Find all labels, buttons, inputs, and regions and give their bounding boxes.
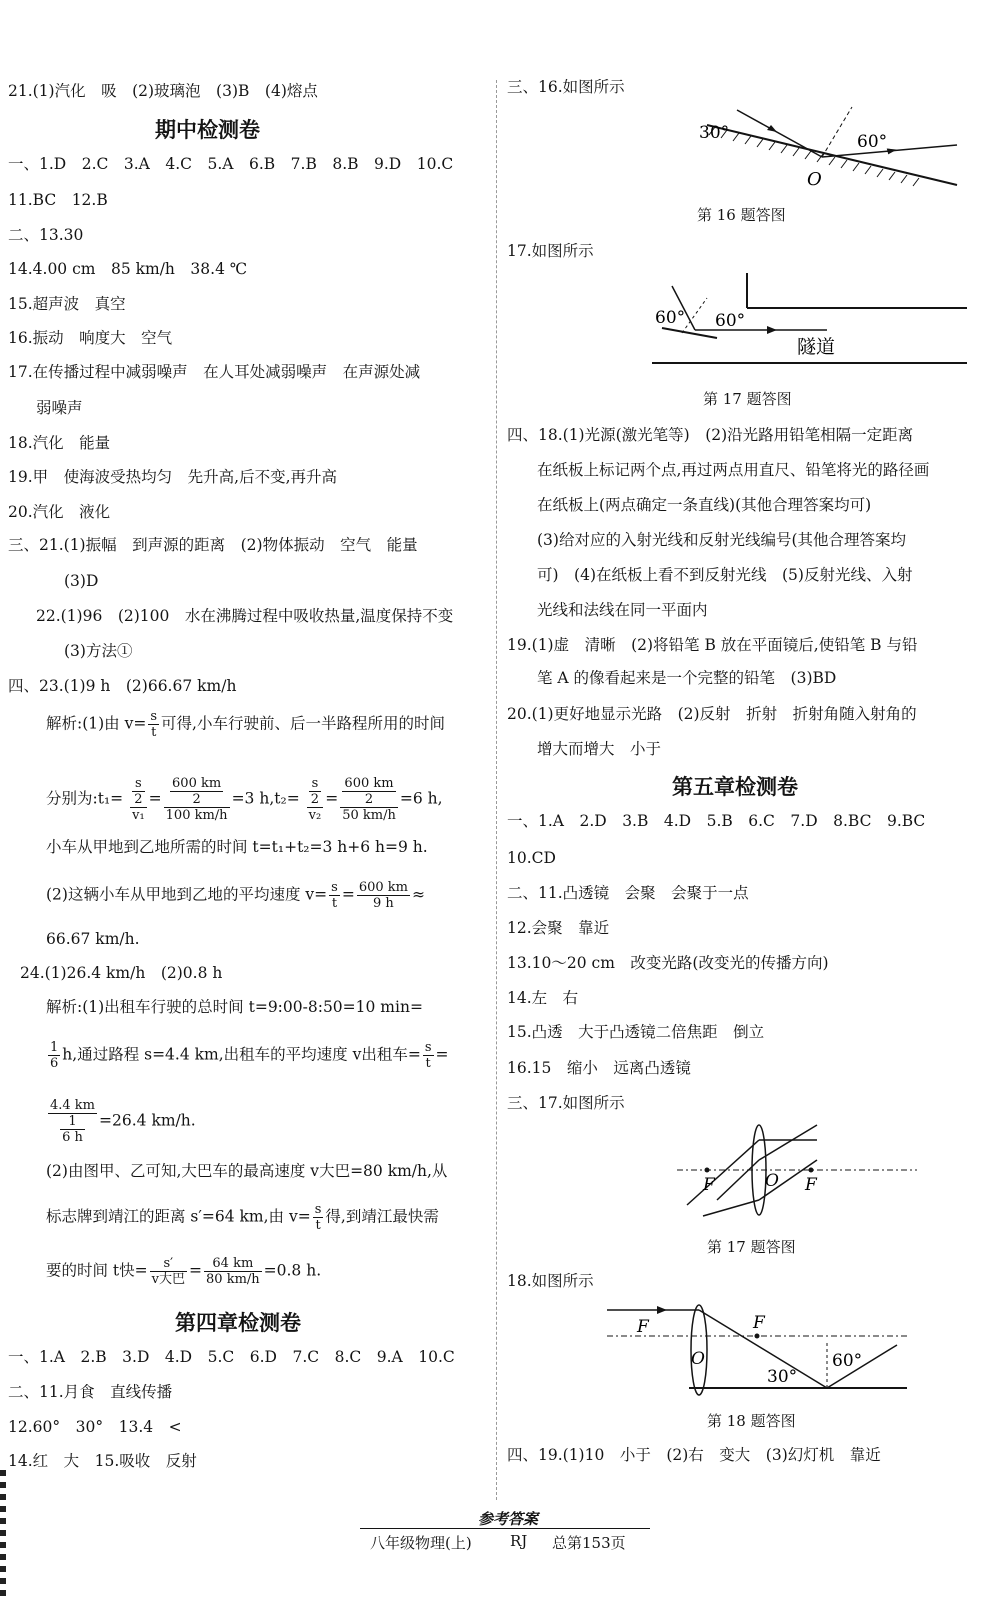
column-divider — [496, 80, 497, 1500]
answer-line: 18.汽化 能量 — [8, 434, 111, 452]
solution-line: 解析:(1)出租车行驶的总时间 t=9:00-8:50=10 min= — [46, 998, 423, 1016]
answer-line: 24.(1)26.4 km/h (2)0.8 h — [20, 964, 223, 982]
solution-line: 66.67 km/h. — [46, 930, 140, 948]
answer-line: 一、1.A 2.B 3.D 4.D 5.C 6.D 7.C 8.C 9.A 10.C — [8, 1348, 455, 1366]
answer-line: 一、1.D 2.C 3.A 4.C 5.A 6.B 7.B 8.B 9.D 10.C — [8, 155, 454, 173]
answer-line: 笔 A 的像看起来是一个完整的铅笔 (3)BD — [537, 669, 837, 687]
solution-line: (2)由图甲、乙可知,大巴车的最高速度 v大巴=80 km/h,从 — [46, 1162, 448, 1180]
answer-line: 19.甲 使海波受热均匀 先升高,后不变,再升高 — [8, 468, 338, 486]
svg-text:F: F — [637, 1317, 649, 1337]
svg-text:O: O — [807, 169, 822, 190]
solution-line: 要的时间 t快= $\frac{s'}{\text{v大巴}}$ = $\frac{64 km}{80 km/h}$ =0.8 h. — [46, 1256, 322, 1287]
figure-17-tunnel — [647, 268, 977, 378]
footer-subject: 八年级物理(上) — [370, 1534, 472, 1552]
page-footer — [0, 1508, 996, 1558]
figure-17-caption: 第 17 题答图 — [703, 390, 792, 408]
answer-line: 22.(1)96 (2)100 水在沸腾过程中吸收热量,温度保持不变 — [36, 607, 454, 625]
svg-text:60°: 60° — [715, 311, 746, 331]
solution-line: $\frac{4.4 km}{\frac{1}{6 h}}$ =26.4 km/h. — [50, 1098, 196, 1145]
answer-line: 17.在传播过程中减弱噪声 在人耳处减弱噪声 在声源处减 — [8, 363, 421, 381]
solution-line: 小车从甲地到乙地所需的时间 t=t₁+t₂=3 h+6 h=9 h. — [46, 838, 428, 856]
figure-16-reflection — [667, 105, 967, 195]
figure-18-caption: 第 18 题答图 — [707, 1412, 796, 1430]
solution-line: 解析:(1)由 v= $\frac{s}{t}$ 可得,小车行驶前、后一半路程所用的时间 — [46, 709, 445, 740]
solution-line: 标志牌到靖江的距离 s′=64 km,由 v= $\frac{s}{t}$ 得,到靖江最快需 — [46, 1202, 439, 1233]
compound-fraction: $\frac{\frac{600 km}{2}}{50 km/h}$ — [342, 776, 396, 823]
answer-line: 12.会聚 靠近 — [507, 919, 610, 937]
answer-line: (3)D — [64, 572, 99, 590]
answer-line: 14.左 右 — [507, 989, 579, 1007]
compound-fraction: $\frac{\frac{600 km}{2}}{100 km/h}$ — [165, 776, 228, 823]
answer-line: (3)给对应的入射光线和反射光线编号(其他合理答案均 — [537, 531, 907, 549]
footer-page: 总第153页 — [552, 1534, 626, 1552]
answer-line: 17.如图所示 — [507, 242, 594, 260]
answer-line: 21.(1)汽化 吸 (2)玻璃泡 (3)B (4)熔点 — [8, 82, 318, 100]
svg-text:60°: 60° — [832, 1351, 863, 1371]
svg-text:60°: 60° — [655, 308, 686, 328]
answer-line: 增大而增大 小于 — [537, 740, 662, 758]
footer-title: 参考答案 — [478, 1510, 539, 1528]
solution-line: (2)这辆小车从甲地到乙地的平均速度 v= $\frac{s}{t}$ = $\frac{600 km}{9 h}$ ≈ — [46, 880, 425, 911]
answer-line: 四、23.(1)9 h (2)66.67 km/h — [8, 677, 237, 695]
figure-17b-caption: 第 17 题答图 — [707, 1238, 796, 1256]
answer-line: (3)方法① — [64, 642, 133, 660]
svg-text:O: O — [765, 1171, 779, 1191]
answer-line: 16.振动 响度大 空气 — [8, 329, 173, 347]
compound-fraction: $\frac{\frac{s}{2}}{\text{v₂}}$ — [308, 776, 322, 823]
compound-fraction: $\frac{\frac{s}{2}}{\text{v₁}}$ — [132, 776, 145, 823]
answer-line: 二、11.月食 直线传播 — [8, 1383, 173, 1401]
svg-text:F: F — [753, 1313, 765, 1333]
answer-line: 18.如图所示 — [507, 1272, 594, 1290]
answer-line: 12.60° 30° 13.4 < — [8, 1418, 182, 1436]
answer-line: 15.超声波 真空 — [8, 295, 126, 313]
svg-text:F: F — [805, 1175, 817, 1195]
answer-line: 一、1.A 2.D 3.B 4.D 5.B 6.C 7.D 8.BC 9.BC — [507, 812, 926, 830]
answer-line: 弱噪声 — [36, 399, 83, 417]
answer-line: 19.(1)虚 清晰 (2)将铅笔 B 放在平面镜后,使铅笔 B 与铅 — [507, 636, 918, 654]
answer-line: 10.CD — [507, 849, 556, 867]
answer-line: 在纸板上(两点确定一条直线)(其他合理答案均可) — [537, 496, 872, 514]
svg-text:60°: 60° — [857, 132, 888, 152]
answer-line: 二、11.凸透镜 会聚 会聚于一点 — [507, 884, 749, 902]
svg-text:O: O — [691, 1349, 705, 1369]
svg-text:F: F — [703, 1175, 715, 1195]
svg-text:30°: 30° — [699, 123, 730, 143]
answer-line: 16.15 缩小 远离凸透镜 — [507, 1059, 691, 1077]
figure-17-lens — [667, 1120, 927, 1220]
answer-line: 可) (4)在纸板上看不到反射光线 (5)反射光线、入射 — [537, 566, 913, 584]
answer-line: 四、18.(1)光源(激光笔等) (2)沿光路用铅笔相隔一定距离 — [507, 426, 914, 444]
fraction: $\frac{s}{t}$ — [150, 709, 158, 740]
answer-line: 四、19.(1)10 小于 (2)右 变大 (3)幻灯机 靠近 — [507, 1446, 881, 1464]
answer-line: 三、17.如图所示 — [507, 1094, 625, 1112]
figure-18-lens-mirror — [607, 1300, 917, 1400]
answer-line: 三、21.(1)振幅 到声源的距离 (2)物体振动 空气 能量 — [8, 536, 418, 554]
answer-line: 三、16.如图所示 — [507, 78, 625, 96]
answer-line: 20.(1)更好地显示光路 (2)反射 折射 折射角随入射角的 — [507, 705, 917, 723]
answer-line: 光线和法线在同一平面内 — [537, 601, 708, 619]
solution-line: 分别为:t₁= $\frac{\frac{s}{2}}{\text{v₁}}$ = $\frac{\frac{600 km}{2}}{100 km/h}$ =3 h,t₂= $\frac{\frac{s}{2}}{\text{v₂}}$ = $\frac{\frac{600 km}{2}}{50 km/h}$ =6 h, — [46, 776, 443, 823]
answer-line: 20.汽化 液化 — [8, 503, 111, 521]
solution-line: $\frac{1}{6}$ h,通过路程 s=4.4 km,出租车的平均速度 v出租车= $\frac{s}{t}$ = — [50, 1040, 449, 1071]
answer-line: 11.BC 12.B — [8, 191, 108, 209]
answer-line: 在纸板上标记两个点,再过两点用直尺、铅笔将光的路径画 — [537, 461, 930, 479]
answer-line: 14.红 大 15.吸收 反射 — [8, 1452, 197, 1470]
section-title-chapter4: 第四章检测卷 — [175, 1311, 301, 1335]
section-title-midterm: 期中检测卷 — [155, 118, 260, 142]
answer-line: 14.4.00 cm 85 km/h 38.4 ℃ — [8, 260, 248, 278]
section-title-chapter5: 第五章检测卷 — [672, 775, 798, 799]
answer-line: 二、13.30 — [8, 226, 84, 244]
answer-line: 13.10～20 cm 改变光路(改变光的传播方向) — [507, 954, 829, 972]
footer-edition: RJ — [510, 1532, 528, 1550]
answer-line: 15.凸透 大于凸透镜二倍焦距 倒立 — [507, 1023, 765, 1041]
svg-text:隧道: 隧道 — [797, 336, 836, 358]
figure-16-caption: 第 16 题答图 — [697, 206, 786, 224]
svg-text:30°: 30° — [767, 1367, 798, 1387]
